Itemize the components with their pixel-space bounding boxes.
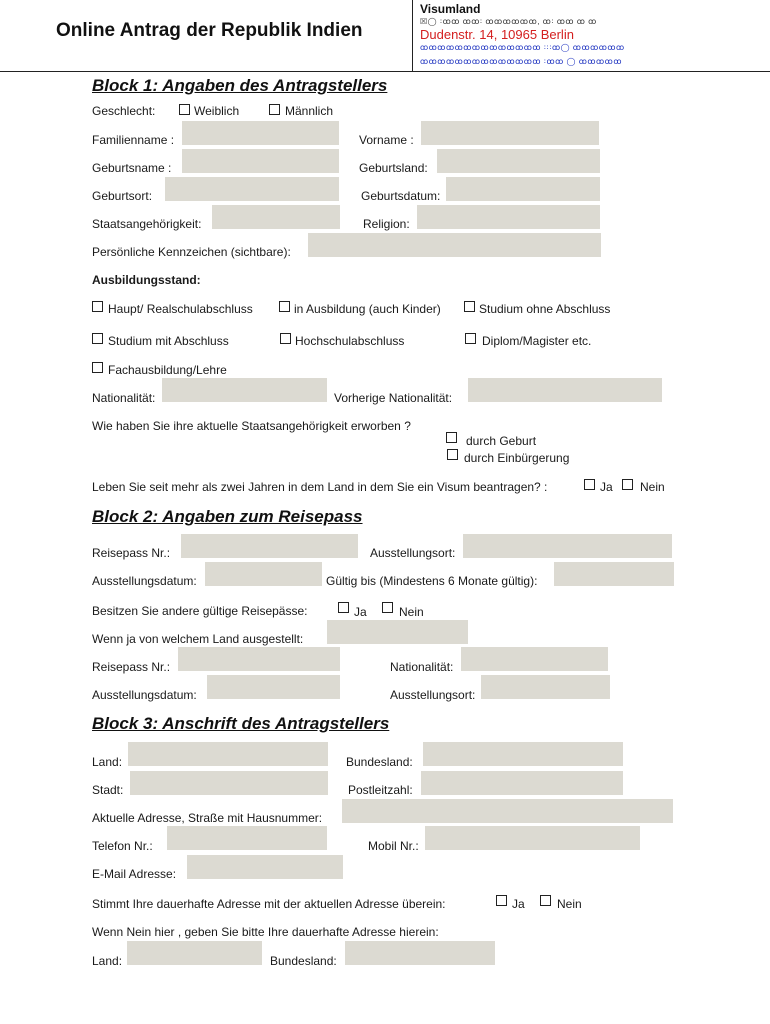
mobile-label: Mobil Nr.: <box>368 839 419 853</box>
religion-label: Religion: <box>363 217 410 231</box>
how-question: Wie haben Sie ihre aktuelle Staatsangehörigkeit erworben ? <box>92 419 411 433</box>
residence-yes-label: Ja <box>600 480 613 494</box>
edu-studium-mit-label: Studium mit Abschluss <box>108 334 229 348</box>
phone-label: Telefon Nr.: <box>92 839 153 853</box>
country-field[interactable] <box>128 742 328 766</box>
male-label: Männlich <box>285 104 334 118</box>
header-divider <box>0 71 770 72</box>
permanent-hint: Wenn Nein hier , geben Sie bitte Ihre dauerhafte Adresse hierein: <box>92 925 439 939</box>
passport-no-label: Reisepass Nr.: <box>92 546 171 560</box>
edu-studium-mit-checkbox[interactable] <box>92 333 103 344</box>
edu-hochschule-checkbox[interactable] <box>280 333 291 344</box>
nationality2-field[interactable] <box>461 647 608 671</box>
phone-field[interactable] <box>167 826 327 850</box>
issued-by-label: Wenn ja von welchem Land ausgestellt: <box>92 632 304 646</box>
issue-place-label: Ausstellungsort: <box>370 546 456 560</box>
birthdate-field[interactable] <box>446 177 600 201</box>
gender-label: Geschlecht: <box>92 104 156 118</box>
citizenship-label: Staatsangehörigkeit: <box>92 217 202 231</box>
birthname-label: Geburtsname : <box>92 161 172 175</box>
issue-date-field[interactable] <box>205 562 322 586</box>
by-naturalization-label: durch Einbürgerung <box>464 451 570 465</box>
prev-nationality-label: Vorherige Nationalität: <box>334 391 453 405</box>
issued-by-field[interactable] <box>327 620 468 644</box>
nationality2-label: Nationalität: <box>390 660 454 674</box>
brand-address: Dudenstr. 14, 10965 Berlin <box>420 27 574 42</box>
other-passports-label: Besitzen Sie andere gültige Reisepässe: <box>92 604 308 618</box>
by-birth-checkbox[interactable] <box>446 432 457 443</box>
valid-until-field[interactable] <box>554 562 674 586</box>
surname-label: Familienname : <box>92 133 175 147</box>
issue-place2-field[interactable] <box>481 675 610 699</box>
edu-studium-ohne-checkbox[interactable] <box>464 301 475 312</box>
country2-label: Land: <box>92 954 123 968</box>
female-label: Weiblich <box>194 104 240 118</box>
header-vertical-divider <box>412 0 413 72</box>
other-passports-no-checkbox[interactable] <box>382 602 393 613</box>
edu-hochschule-label: Hochschulabschluss <box>295 334 405 348</box>
nationality-field[interactable] <box>162 378 327 402</box>
state-label: Bundesland: <box>346 755 413 769</box>
issue-date-label: Ausstellungsdatum: <box>92 574 197 588</box>
firstname-field[interactable] <box>421 121 599 145</box>
by-naturalization-checkbox[interactable] <box>447 449 458 460</box>
country-label: Land: <box>92 755 123 769</box>
edu-diplom-checkbox[interactable] <box>465 333 476 344</box>
edu-fach-checkbox[interactable] <box>92 362 103 373</box>
birthcountry-label: Geburtsland: <box>359 161 428 175</box>
other-passports-no-label: Nein <box>399 605 424 619</box>
marks-field[interactable] <box>308 233 601 257</box>
other-passports-yes-label: Ja <box>354 605 367 619</box>
edu-ausbildung-checkbox[interactable] <box>279 301 290 312</box>
prev-nationality-field[interactable] <box>468 378 662 402</box>
state2-label: Bundesland: <box>270 954 337 968</box>
birthname-field[interactable] <box>182 149 339 173</box>
valid-until-label: Gültig bis (Mindestens 6 Monate gültig): <box>326 574 538 588</box>
marks-label: Persönliche Kennzeichen (sichtbare): <box>92 245 291 259</box>
permanent-yes-checkbox[interactable] <box>496 895 507 906</box>
issue-place2-label: Ausstellungsort: <box>390 688 476 702</box>
brand-contact-line-2: ꝏꝏꝏꝏꝏꝏꝏꝏꝏꝏꝏꝏꝏꝏ ꞉꞉꞉ꝏ◯ ꝏꝏꝏꝏꝏꝏ <box>420 43 625 52</box>
religion-field[interactable] <box>417 205 600 229</box>
mobile-field[interactable] <box>425 826 640 850</box>
permanent-yes-label: Ja <box>512 897 525 911</box>
zip-label: Postleitzahl: <box>348 783 413 797</box>
female-checkbox[interactable] <box>179 104 190 115</box>
brand-name: Visumland <box>420 2 481 16</box>
permanent-no-checkbox[interactable] <box>540 895 551 906</box>
permanent-question: Stimmt Ihre dauerhafte Adresse mit der aktuellen Adresse überein: <box>92 897 446 911</box>
city-label: Stadt: <box>92 783 124 797</box>
birthplace-label: Geburtsort: <box>92 189 153 203</box>
nationality-label: Nationalität: <box>92 391 156 405</box>
firstname-label: Vorname : <box>359 133 414 147</box>
block3-title: Block 3: Anschrift des Antragstellers <box>92 714 390 733</box>
issue-date2-field[interactable] <box>207 675 340 699</box>
edu-studium-ohne-label: Studium ohne Abschluss <box>479 302 611 316</box>
passport-no2-label: Reisepass Nr.: <box>92 660 171 674</box>
passport-no2-field[interactable] <box>178 647 340 671</box>
country2-field[interactable] <box>127 941 262 965</box>
email-label: E-Mail Adresse: <box>92 867 177 881</box>
residence-no-label: Nein <box>640 480 665 494</box>
birthplace-field[interactable] <box>165 177 339 201</box>
permanent-no-label: Nein <box>557 897 582 911</box>
zip-field[interactable] <box>421 771 623 795</box>
state-field[interactable] <box>423 742 623 766</box>
edu-fach-label: Fachausbildung/Lehre <box>108 363 227 377</box>
address-field[interactable] <box>342 799 673 823</box>
other-passports-yes-checkbox[interactable] <box>338 602 349 613</box>
residence-question: Leben Sie seit mehr als zwei Jahren in dem Land in dem Sie ein Visum beantragen? : <box>92 480 548 494</box>
birthdate-label: Geburtsdatum: <box>361 189 441 203</box>
surname-field[interactable] <box>182 121 339 145</box>
state2-field[interactable] <box>345 941 495 965</box>
residence-yes-checkbox[interactable] <box>584 479 595 490</box>
block1-title: Block 1: Angaben des Antragstellers <box>92 76 388 95</box>
block2-title: Block 2: Angaben zum Reisepass <box>92 507 363 526</box>
edu-haupt-checkbox[interactable] <box>92 301 103 312</box>
edu-diplom-label: Diplom/Magister etc. <box>482 334 592 348</box>
citizenship-field[interactable] <box>212 205 340 229</box>
issue-date2-label: Ausstellungsdatum: <box>92 688 197 702</box>
brand-contact-line-1: ☒◯ ꞉ꝏꝏ ꝏꝏ꞉ ꝏꝏꝏꝏꝏꝏ, ꝏ꞉ ꝏꝏ ꝏ ꝏ <box>420 17 597 26</box>
issue-place-field[interactable] <box>463 534 672 558</box>
brand-contact-line-3: ꝏꝏꝏꝏꝏꝏꝏꝏꝏꝏꝏꝏꝏꝏ ꞉ꝏꝏ ◯ ꝏꝏꝏꝏꝏ <box>420 57 622 66</box>
male-checkbox[interactable] <box>269 104 280 115</box>
document-title: Online Antrag der Republik Indien <box>56 20 363 41</box>
education-label: Ausbildungsstand: <box>92 273 201 287</box>
by-birth-label: durch Geburt <box>466 434 537 448</box>
edu-ausbildung-label: in Ausbildung (auch Kinder) <box>294 302 441 316</box>
birthcountry-field[interactable] <box>437 149 600 173</box>
passport-no-field[interactable] <box>181 534 358 558</box>
edu-haupt-label: Haupt/ Realschulabschluss <box>108 302 253 316</box>
address-label: Aktuelle Adresse, Straße mit Hausnummer: <box>92 811 323 825</box>
city-field[interactable] <box>130 771 328 795</box>
email-field[interactable] <box>187 855 343 879</box>
residence-no-checkbox[interactable] <box>622 479 633 490</box>
